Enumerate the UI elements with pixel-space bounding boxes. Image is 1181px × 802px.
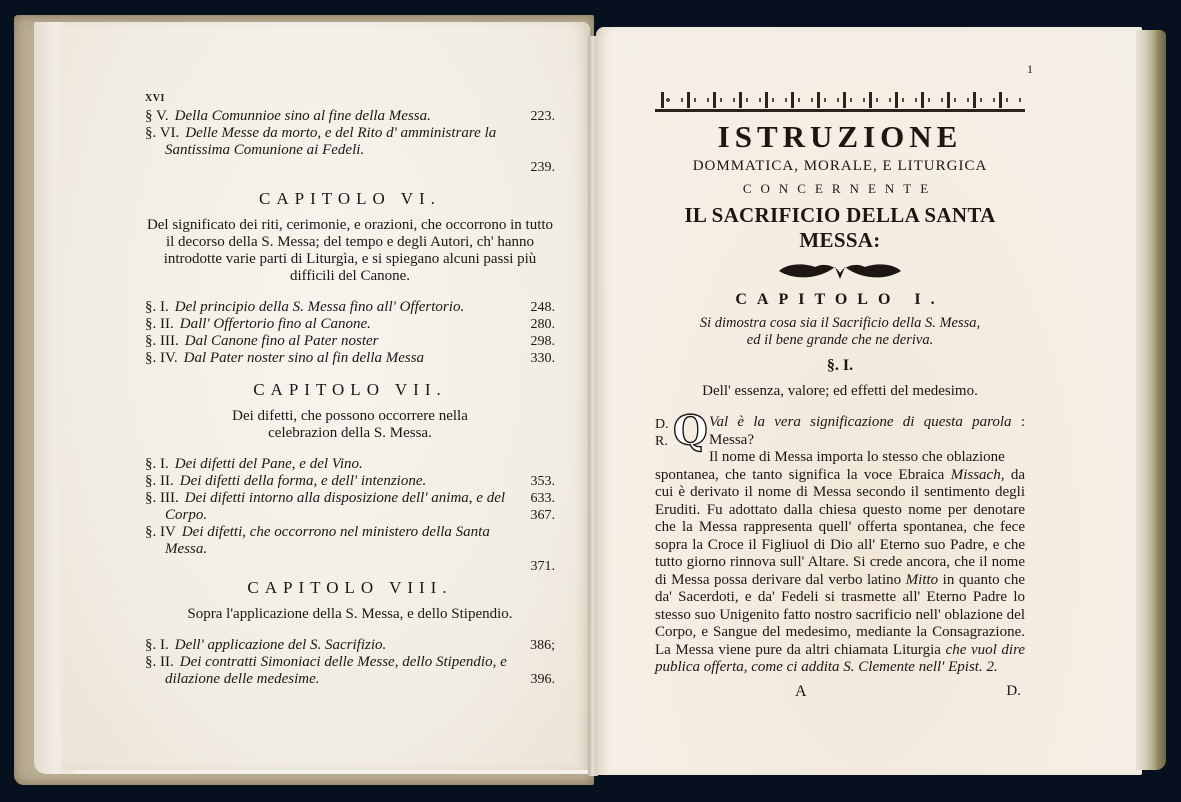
text-run: spontanea, che tanto significa la voce Ebraica xyxy=(655,466,951,483)
answer-paragraph xyxy=(655,467,1025,677)
qa-lines xyxy=(709,414,1025,467)
section-title: Dell' applicazione del S. Sacrifizio. xyxy=(174,637,387,653)
section-number: § V. xyxy=(145,108,169,124)
chapter-description-line: ed il bene grande che ne deriva. xyxy=(746,332,934,348)
section-title: Dei difetti della forma, e dell' intenzione. xyxy=(179,473,427,489)
chapter-heading: CAPITOLO VIII. xyxy=(247,578,453,597)
section-number: §. III. xyxy=(145,490,179,506)
question-label: D. xyxy=(655,417,669,432)
brace-ornament-icon xyxy=(775,259,905,285)
chapter-description: Del significato dei riti, cerimonie, e orazioni, che occorrono in tutto il decorso della S. Messa; del tempo e degli Autori, ch' hanno introdotte varie parti di Liturgìa, e si spiegano alcuni passi più difficili del Canone. xyxy=(146,217,554,284)
section-title: Dei contratti Simoniaci delle Messe, dello Stipendio, e xyxy=(179,654,507,670)
toc-entry xyxy=(145,654,555,671)
toc-entry-continuation xyxy=(145,671,555,688)
section-title: Dei difetti intorno alla disposizione dell' anima, e del xyxy=(184,490,506,506)
section-number: §. II. xyxy=(145,654,174,670)
book-subtitle-connector: CONCERNENTE xyxy=(742,181,938,196)
toc-entry-continuation xyxy=(145,142,555,159)
page-ref: 371. xyxy=(530,559,555,574)
toc-entry xyxy=(145,350,555,367)
page-ref: 248. xyxy=(530,300,555,315)
section-number: §. III. xyxy=(145,333,179,349)
chapter-opening xyxy=(655,86,1025,700)
page-stack-right xyxy=(1136,30,1166,770)
section-title: Dell' essenza, valore; ed effetti del medesimo. xyxy=(702,383,978,399)
section-number: §. IV xyxy=(145,524,176,540)
section-number: §. IV. xyxy=(145,350,178,366)
toc-entry-continuation xyxy=(145,507,555,524)
section-title: Dal Canone fino al Pater noster xyxy=(184,333,379,349)
section-title: Del principio della S. Messa fino all' Offertorio. xyxy=(174,299,465,315)
toc-entry-continuation xyxy=(145,541,555,558)
toc-entry xyxy=(145,524,555,541)
question-line xyxy=(709,414,1025,449)
section-title: Dei difetti, che occorrono nel ministero della Santa xyxy=(181,524,490,540)
section-title: Dal Pater noster sino al fin della Messa xyxy=(183,350,425,366)
question-text-plain: : Messa? xyxy=(709,414,1025,448)
toc-entry xyxy=(145,473,555,490)
chapter-description: Dei difetti, che possono occorrere nella celebrazion della S. Messa. xyxy=(232,408,468,441)
page-ref: 223. xyxy=(530,109,555,124)
section-title: Dall' Offertorio fino al Canone. xyxy=(179,316,371,332)
toc-entry xyxy=(145,125,555,142)
text-run-italic: Missach xyxy=(950,466,1001,483)
chapter-heading: CAPITOLO VI. xyxy=(259,189,441,208)
toc-entry xyxy=(145,316,555,333)
text-run-italic: Mitto xyxy=(905,571,939,588)
book-subject-title: IL SACRIFICIO DELLA SANTA MESSA: xyxy=(684,203,996,252)
chapter-description xyxy=(655,315,1025,349)
chapter-heading: CAPITOLO VII. xyxy=(253,380,447,399)
toc-entry xyxy=(145,490,555,507)
section-title-cont: Messa. xyxy=(165,541,208,557)
section-number: §. II. xyxy=(145,316,174,332)
section-title-cont: Santissima Comunione ai Fedeli. xyxy=(165,142,365,158)
page-ref: 367. xyxy=(530,508,555,523)
page-number: 1 xyxy=(1027,62,1033,76)
toc-entry xyxy=(145,456,555,473)
page-ref: 239. xyxy=(530,160,555,175)
page-ref: 633. xyxy=(530,491,555,506)
text-run-italic: che vuol dire publica offerta, come ci addita S. Clemente nell' Epist. 2. xyxy=(655,641,1026,675)
toc-entry xyxy=(145,333,555,350)
question-answer-block xyxy=(655,407,1025,467)
answer-label: R. xyxy=(655,434,668,449)
page-ref: 330. xyxy=(530,351,555,366)
question-text: Val è la vera significazione di questa parola xyxy=(709,414,1012,430)
page-ref: 353. xyxy=(530,474,555,489)
section-number: §. II. xyxy=(145,473,174,489)
section-title-cont: Corpo. xyxy=(165,507,208,523)
book-subtitle: DOMMATICA, MORALE, E LITURGICA xyxy=(692,158,988,174)
folio-number: XVI xyxy=(145,93,165,104)
text-run: , da cui è derivato il nome di Messa secondo il sentimento degli Eruditi. Fu adottato dalla chiesa questo nome per denotare che la Messa rappresenta quell' offerta spontanea, che fece sopra la Croce il Figliuol di Dio all' Eterno suo Padre, e che tutto giorno rinnova sull' Altare. Si crede ancora, che il nome di Messa possa derivare dal verbo latino xyxy=(655,466,1025,588)
chapter-heading: CAPITOLO I. xyxy=(735,291,945,308)
chapter-description: Sopra l'applicazione della S. Messa, e dello Stipendio. xyxy=(187,606,513,622)
table-of-contents xyxy=(145,90,555,688)
section-number: §. I. xyxy=(145,637,169,653)
section-title: Delle Messe da morto, e del Rito d' amministrare la xyxy=(185,125,497,141)
qa-labels xyxy=(655,414,673,467)
section-mark: §. I. xyxy=(826,357,854,374)
chapter-description-line: Si dimostra cosa sia il Sacrificio della S. Messa, xyxy=(699,315,981,331)
page-ref: 396. xyxy=(530,672,555,687)
answer-first-line: Il nome di Messa importa lo stesso che oblazione xyxy=(709,449,1005,465)
page-footer xyxy=(655,683,1025,701)
page-ref: 280. xyxy=(530,317,555,332)
page-ref: 386; xyxy=(530,638,555,653)
body-text xyxy=(655,407,1026,700)
section-number: §. VI. xyxy=(145,125,180,141)
decorative-border-ornament xyxy=(655,92,1025,108)
section-title: Dei difetti del Pane, e del Vino. xyxy=(174,456,363,472)
toc-entry xyxy=(145,637,555,654)
toc-entry xyxy=(145,108,555,125)
book-title: ISTRUZIONE xyxy=(717,119,963,154)
signature-mark: A xyxy=(795,682,807,700)
section-title-cont: dilazione delle medesime. xyxy=(165,671,320,687)
text-run: in quanto che da' Sacerdoti, e da' Fedeli si trasmette all' Eterno Padre lo stesso suo Unigenito fatto nostro sacrificio nell' oblazione del Corpo, e Sangue del medesimo, mediante la Consagrazione. La Messa viene pure da altri chiamata Liturgia xyxy=(655,571,1025,658)
page-ref: 298. xyxy=(530,334,555,349)
catchword: D. xyxy=(1006,682,1021,699)
section-number: §. I. xyxy=(145,456,169,472)
drop-cap: Q xyxy=(673,407,708,454)
section-number: §. I. xyxy=(145,299,169,315)
section-title: Della Comunnioe sino al fine della Messa. xyxy=(174,108,431,124)
toc-entry xyxy=(145,299,555,316)
